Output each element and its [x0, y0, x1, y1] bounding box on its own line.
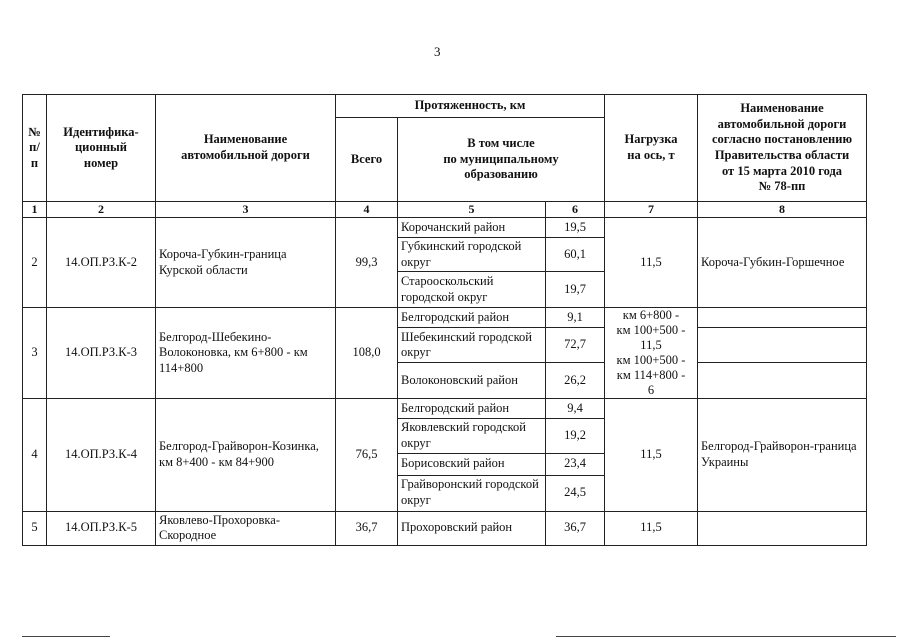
bottom-rule-left: [22, 636, 110, 637]
column-number: 5: [398, 202, 546, 218]
header-municipal: В том числе по муниципальному образованию: [398, 118, 605, 202]
official-road-name-empty: [698, 328, 867, 363]
road-id: 14.ОП.РЗ.К-4: [47, 399, 156, 511]
column-number: 3: [156, 202, 336, 218]
segment-district: Старооскольский городской округ: [398, 272, 546, 308]
official-road-name: [698, 511, 867, 545]
segment-district: Волоконовский район: [398, 362, 546, 398]
road-name: Короча-Губкин-граница Курской области: [156, 218, 336, 308]
segment-km: 19,7: [546, 272, 605, 308]
official-road-name-empty: [698, 362, 867, 398]
column-numbers-row: [23, 202, 867, 218]
segment-km: 60,1: [546, 238, 605, 272]
column-number: 1: [23, 202, 47, 218]
segment-district: Корочанский район: [398, 218, 546, 238]
axle-load-line: км 114+800 -: [616, 368, 686, 383]
header-total: Всего: [336, 118, 398, 202]
table-row: [23, 218, 867, 238]
column-number: 8: [698, 202, 867, 218]
column-number: 6: [546, 202, 605, 218]
bottom-rule-right: [556, 636, 896, 637]
axle-load-line: 11,5: [640, 338, 662, 353]
segment-district: Борисовский район: [398, 453, 546, 475]
header-official-name: Наименование автомобильной дороги согласно постановлению Правительства области от 15 марта 2010 года № 78-пп: [698, 95, 867, 202]
row-num: 5: [23, 511, 47, 545]
road-total-length: 108,0: [336, 308, 398, 399]
header-name: Наименование автомобильной дороги: [156, 95, 336, 202]
axle-load: 11,5: [605, 218, 698, 308]
axle-load-line: км 6+800 -: [622, 308, 680, 323]
road-id: 14.ОП.РЗ.К-3: [47, 308, 156, 399]
road-name: Белгород-Грайворон-Козинка, км 8+400 - км 84+900: [156, 399, 336, 511]
header-length: Протяженность, км: [336, 95, 605, 118]
segment-district: Шебекинский городской округ: [398, 328, 546, 363]
table-row: [23, 399, 867, 419]
official-road-name: [698, 308, 867, 328]
road-name: Белгород-Шебекино-Волоконовка, км 6+800 - км 114+800: [156, 308, 336, 399]
segment-district: Белгородский район: [398, 399, 546, 419]
header-num: № п/п: [23, 95, 47, 202]
segment-district: Прохоровский район: [398, 511, 546, 545]
road-total-length: 76,5: [336, 399, 398, 511]
segment-district: Грайворонский городской округ: [398, 475, 546, 511]
column-number: 2: [47, 202, 156, 218]
table-row: [23, 511, 867, 545]
segment-km: 23,4: [546, 453, 605, 475]
header-row-1: [23, 95, 867, 118]
segment-km: 24,5: [546, 475, 605, 511]
road-id: 14.ОП.РЗ.К-5: [47, 511, 156, 545]
segment-district: Белгородский район: [398, 308, 546, 328]
segment-km: 26,2: [546, 362, 605, 398]
roads-table: [22, 94, 867, 546]
axle-load: [605, 308, 698, 399]
column-number: 7: [605, 202, 698, 218]
official-road-name: Белгород-Грайворон-граница Украины: [698, 399, 867, 511]
segment-km: 9,4: [546, 399, 605, 419]
axle-load-line: 6: [647, 383, 655, 398]
row-num: 2: [23, 218, 47, 308]
segment-km: 9,1: [546, 308, 605, 328]
row-num: 3: [23, 308, 47, 399]
segment-km: 19,2: [546, 419, 605, 453]
axle-load-line: км 100+500 -: [616, 323, 686, 338]
page-number: 3: [434, 44, 441, 59]
road-id: 14.ОП.РЗ.К-2: [47, 218, 156, 308]
road-total-length: 99,3: [336, 218, 398, 308]
axle-load: 11,5: [605, 511, 698, 545]
axle-load-line: км 100+500 -: [616, 353, 686, 368]
segment-km: 36,7: [546, 511, 605, 545]
official-road-name: Короча-Губкин-Горшечное: [698, 218, 867, 308]
row-num: 4: [23, 399, 47, 511]
road-name: Яковлево-Прохоровка-Скородное: [156, 511, 336, 545]
table-row: [23, 308, 867, 328]
column-number: 4: [336, 202, 398, 218]
segment-km: 72,7: [546, 328, 605, 363]
road-total-length: 36,7: [336, 511, 398, 545]
header-id: Идентифика- ционный номер: [47, 95, 156, 202]
segment-km: 19,5: [546, 218, 605, 238]
header-load: Нагрузка на ось, т: [605, 95, 698, 202]
segment-district: Яковлевский городской округ: [398, 419, 546, 453]
axle-load: 11,5: [605, 399, 698, 511]
segment-district: Губкинский городской округ: [398, 238, 546, 272]
